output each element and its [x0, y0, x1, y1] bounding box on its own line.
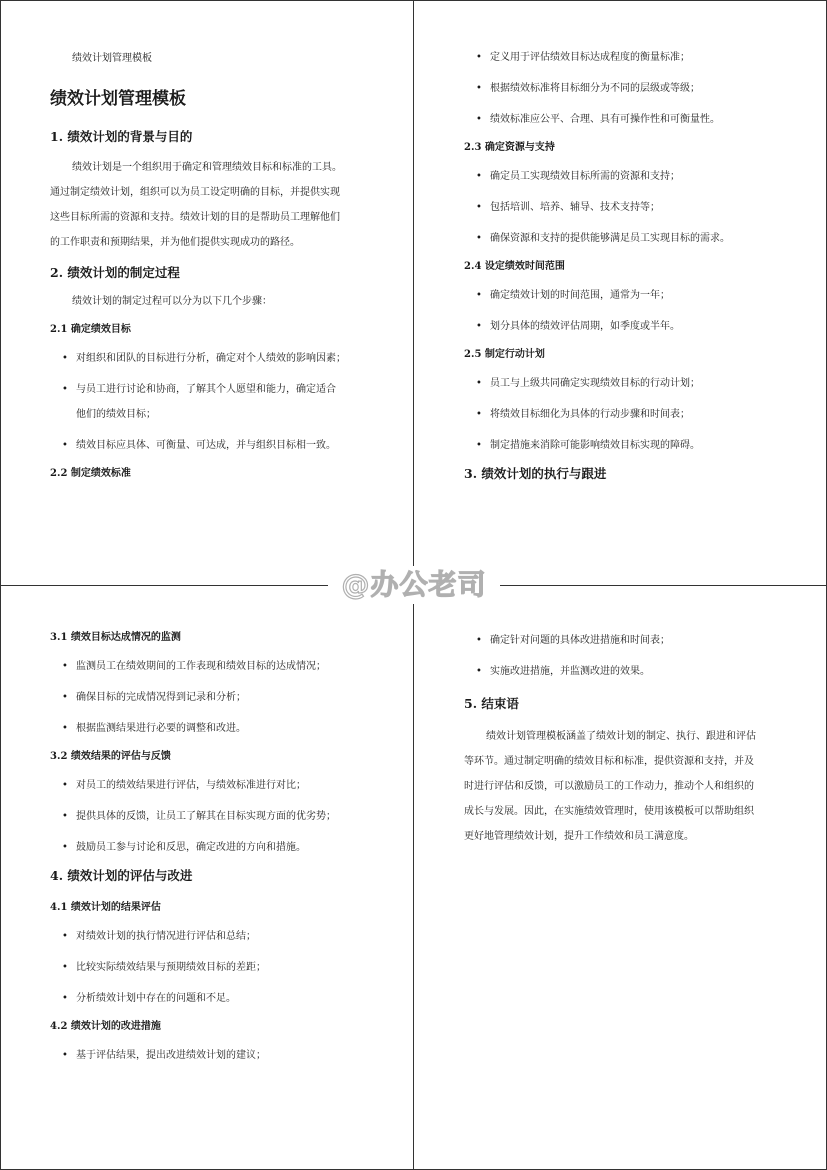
watermark: @办公老司 — [328, 566, 500, 604]
section-2-2-heading: 2.2 制定绩效标准 — [50, 468, 131, 479]
list-item: • 监测员工在绩效期间的工作表现和绩效目标的达成情况； — [50, 654, 400, 679]
list-item: • 定义用于评估绩效目标达成程度的衡量标准； — [464, 45, 804, 70]
section-5-line: 时进行评估和反馈，可以激励员工的工作动力，推动个人和组织的 — [464, 781, 754, 792]
list-item: • 将绩效目标细化为具体的行动步骤和时间表； — [464, 402, 804, 427]
section-2-3-heading: 2.3 确定资源与支持 — [464, 142, 555, 153]
list-item: • 绩效标准应公平、合理、具有可操作性和可衡量性。 — [464, 107, 804, 132]
list-item: • 确定绩效计划的时间范围，通常为一年； — [464, 283, 804, 308]
page-4 — [464, 628, 804, 1158]
section-5-line: 更好地管理绩效计划，提升工作绩效和员工满意度。 — [464, 831, 694, 842]
section-3-2-heading: 3.2 绩效结果的评估与反馈 — [50, 751, 171, 762]
section-2-1-heading: 2.1 确定绩效目标 — [50, 324, 131, 335]
list-item: • 确保资源和支持的提供能够满足员工实现目标的需求。 — [464, 226, 804, 251]
section-2-5-heading: 2.5 制定行动计划 — [464, 349, 545, 360]
page-1 — [50, 45, 400, 580]
list-item: • 根据绩效标准将目标细分为不同的层级或等级； — [464, 76, 804, 101]
list-item: • 与员工进行讨论和协商，了解其个人愿望和能力，确定适合 — [50, 377, 400, 402]
page-3 — [50, 628, 400, 1158]
list-item: • 划分具体的绩效评估周期，如季度或半年。 — [464, 314, 804, 339]
list-item: • 绩效目标应具体、可衡量、可达成，并与组织目标相一致。 — [50, 433, 400, 458]
section-1-line: 的工作职责和预期结果，并为他们提供实现成功的路径。 — [50, 237, 300, 248]
list-item: • 根据监测结果进行必要的调整和改进。 — [50, 716, 400, 741]
section-4-1-heading: 4.1 绩效计划的结果评估 — [50, 902, 161, 913]
section-3-heading: 3. 绩效计划的执行与跟进 — [464, 466, 607, 481]
section-3-1-heading: 3.1 绩效目标达成情况的监测 — [50, 632, 181, 643]
section-5-line: 绩效计划管理模板涵盖了绩效计划的制定、执行、跟进和评估 — [486, 731, 756, 742]
section-1-line: 通过制定绩效计划，组织可以为员工设定明确的目标，并提供实现 — [50, 187, 340, 198]
list-item: • 对绩效计划的执行情况进行评估和总结； — [50, 924, 400, 949]
list-item: • 提供具体的反馈，让员工了解其在目标实现方面的优劣势； — [50, 804, 400, 829]
section-5-line: 成长与发展。因此，在实施绩效管理时，使用该模板可以帮助组织 — [464, 806, 754, 817]
list-item: • 确定针对问题的具体改进措施和时间表； — [464, 628, 804, 653]
document-title: 绩效计划管理模板 — [50, 89, 186, 109]
section-5-heading: 5. 结束语 — [464, 696, 519, 711]
list-item: • 确定员工实现绩效目标所需的资源和支持； — [464, 164, 804, 189]
section-1-line: 这些目标所需的资源和支持。绩效计划的目的是帮助员工理解他们 — [50, 212, 340, 223]
section-2-4-heading: 2.4 设定绩效时间范围 — [464, 261, 565, 272]
section-1-heading: 1. 绩效计划的背景与目的 — [50, 129, 193, 144]
section-2-intro: 绩效计划的制定过程可以分为以下几个步骤： — [72, 296, 272, 307]
list-item: • 鼓励员工参与讨论和反思，确定改进的方向和措施。 — [50, 835, 400, 860]
list-item: • 确保目标的完成情况得到记录和分析； — [50, 685, 400, 710]
list-item: • 对组织和团队的目标进行分析，确定对个人绩效的影响因素； — [50, 346, 400, 371]
section-1-line: 绩效计划是一个组织用于确定和管理绩效目标和标准的工具。 — [72, 162, 342, 173]
section-4-heading: 4. 绩效计划的评估与改进 — [50, 868, 193, 883]
list-item: • 包括培训、培养、辅导、技术支持等； — [464, 195, 804, 220]
list-item: • 对员工的绩效结果进行评估，与绩效标准进行对比； — [50, 773, 400, 798]
section-4-2-heading: 4.2 绩效计划的改进措施 — [50, 1021, 161, 1032]
list-item: • 分析绩效计划中存在的问题和不足。 — [50, 986, 400, 1011]
section-5-line: 等环节。通过制定明确的绩效目标和标准，提供资源和支持，并及 — [464, 756, 754, 767]
list-item: • 实施改进措施，并监测改进的效果。 — [464, 659, 804, 684]
list-item-continuation: 他们的绩效目标； — [76, 409, 156, 420]
list-item: • 员工与上级共同确定实现绩效目标的行动计划； — [464, 371, 804, 396]
page-2 — [464, 45, 804, 580]
list-item: • 比较实际绩效结果与预期绩效目标的差距； — [50, 955, 400, 980]
running-header: 绩效计划管理模板 — [72, 53, 152, 64]
section-2-heading: 2. 绩效计划的制定过程 — [50, 265, 180, 280]
list-item: • 基于评估结果，提出改进绩效计划的建议； — [50, 1043, 400, 1068]
list-item: • 制定措施来消除可能影响绩效目标实现的障碍。 — [464, 433, 804, 458]
